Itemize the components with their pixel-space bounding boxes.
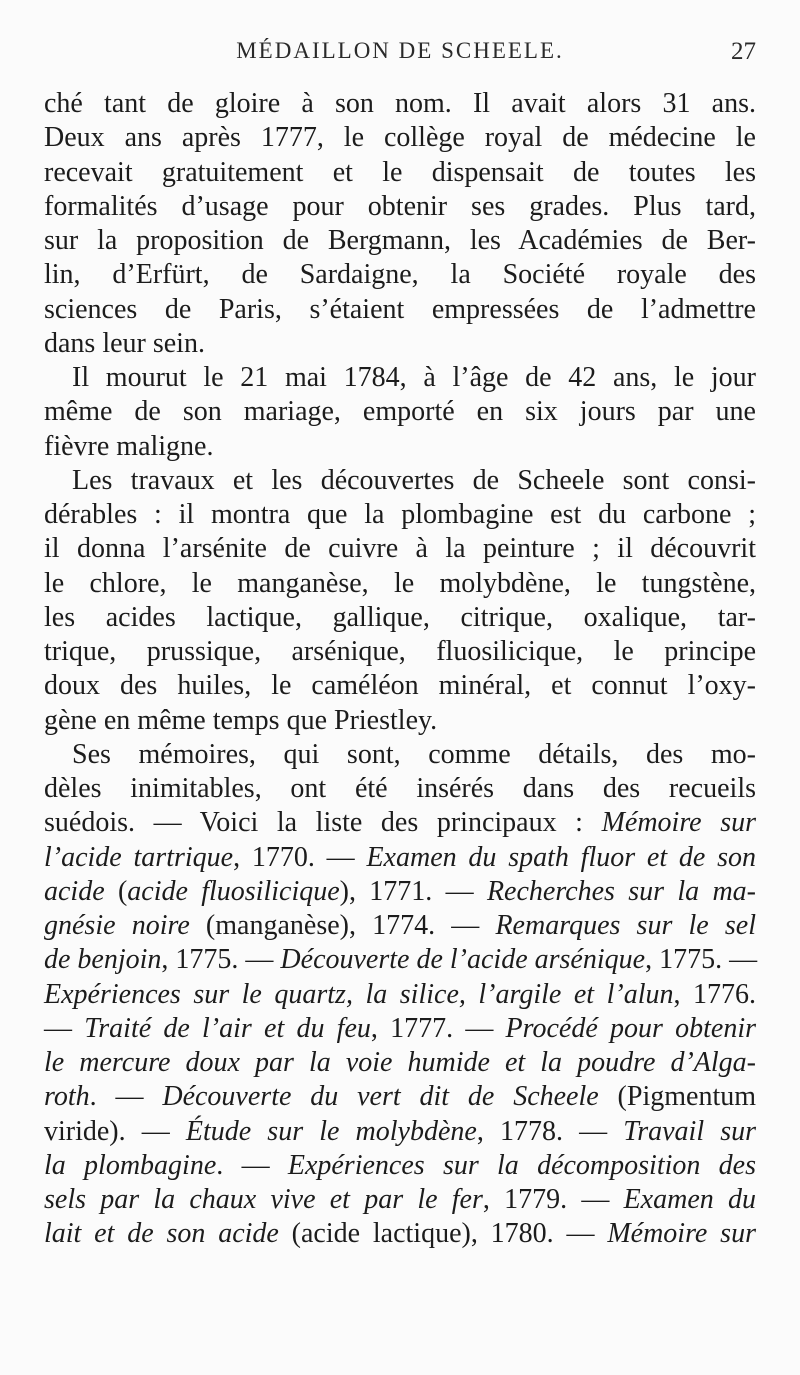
italic-text-segment: Mémoire sur (601, 807, 756, 839)
text-line (44, 704, 756, 738)
text-segment: il donna l’arsénite de cuivre à la peinture ; il découvrit (44, 533, 756, 565)
text-segment: — (44, 1012, 85, 1044)
text-segment: même de son mariage, emporté en six jours par une (44, 396, 756, 428)
text-segment: suédois. — Voici la liste des principaux : (44, 807, 602, 839)
text-segment: dèles inimitables, ont été insérés dans des recueils (44, 773, 756, 804)
italic-text-segment: Traité de l’air et du feu (84, 1012, 371, 1044)
text-segment: ché tant de gloire à son nom. Il avait alors 31 ans. (44, 88, 756, 119)
text-segment: recevait gratuitement et le dispensait de toutes les (44, 156, 756, 188)
italic-text-segment: roth (44, 1081, 90, 1113)
page-number: 27 (731, 38, 756, 65)
italic-text-segment: de benjoin (44, 944, 162, 976)
running-head: MÉDAILLON DE SCHEELE. (236, 38, 564, 63)
page-header (44, 38, 756, 74)
italic-text-segment: acide (44, 875, 105, 907)
text-segment: doux des huiles, le caméléon minéral, et connut l’oxy- (44, 670, 756, 702)
text-line (44, 978, 756, 1012)
italic-text-segment: Mémoire sur (607, 1218, 756, 1250)
text-line (44, 156, 756, 190)
text-line (44, 293, 756, 327)
text-line (44, 532, 756, 566)
italic-text-segment: Étude sur le molybdène (185, 1115, 477, 1147)
text-segment: dérables : il montra que la plombagine est du carbone ; (44, 499, 756, 530)
text-segment: sur la proposition de Bergmann, les Académies de Ber- (44, 225, 756, 256)
text-line (44, 1217, 756, 1251)
italic-text-segment: Expériences sur la décomposition des (287, 1149, 756, 1181)
text-segment: Deux ans après 1777, le collège royal de médecine le (44, 122, 756, 154)
text-segment: lin, d’Erfürt, de Sardaigne, la Société royale des (44, 259, 756, 291)
text-segment: , 1779. — (482, 1184, 624, 1215)
text-line (44, 498, 756, 532)
italic-text-segment: lait et de son acide (44, 1218, 279, 1250)
text-line (44, 841, 756, 875)
text-segment: ( (104, 875, 128, 907)
text-line (44, 121, 756, 155)
text-line (44, 1149, 756, 1183)
italic-text-segment: sels par la chaux vive et par le fer (44, 1184, 483, 1215)
italic-text-segment: Expériences sur le quartz, la silice, l’argile et l’alun (44, 978, 674, 1010)
text-line (44, 806, 756, 840)
italic-text-segment: Remarques sur le sel (495, 910, 756, 941)
text-line (44, 669, 756, 703)
text-line (44, 1183, 756, 1217)
text-line (44, 1012, 756, 1046)
text-segment: dans leur sein. (44, 327, 205, 359)
italic-text-segment: Travail sur (623, 1115, 757, 1147)
body-text (44, 87, 756, 1252)
text-segment: , 1775. — (645, 944, 758, 976)
text-segment: , 1777. — (370, 1012, 506, 1044)
italic-text-segment: Recherches sur la ma- (486, 875, 757, 907)
text-segment: fièvre maligne. (44, 430, 214, 462)
text-segment: (manganèse), 1774. — (189, 910, 496, 941)
italic-text-segment: la plombagine (44, 1149, 217, 1181)
text-segment: Les travaux et les découvertes de Scheele sont consi- (72, 464, 756, 496)
text-line (44, 464, 756, 498)
italic-text-segment: Découverte du vert dit de Scheele (162, 1081, 599, 1113)
text-segment: Il mourut le 21 mai 1784, à l’âge de 42 ans, le jour (72, 362, 756, 393)
text-segment: (Pigmentum (598, 1081, 757, 1113)
text-line (44, 738, 756, 772)
text-segment: , 1770. — (233, 841, 367, 873)
italic-text-segment: le mercure doux par la voie humide et la poudre d’Alga- (44, 1047, 756, 1078)
italic-text-segment: gnésie noire (44, 910, 190, 941)
text-line (44, 1115, 756, 1149)
text-segment: , 1776. (673, 978, 757, 1010)
text-line (44, 1046, 756, 1080)
text-line (44, 635, 756, 669)
text-line (44, 190, 756, 224)
text-segment: . — (89, 1081, 163, 1113)
text-line (44, 909, 756, 943)
text-segment: sciences de Paris, s’étaient empressées de l’admettre (44, 293, 756, 325)
text-segment: . — (216, 1149, 288, 1181)
text-segment: formalités d’usage pour obtenir ses grades. Plus tard, (44, 190, 756, 222)
text-line (44, 567, 756, 601)
text-line (44, 943, 756, 977)
text-segment: trique, prussique, arsénique, fluosilicique, le principe (44, 636, 756, 667)
text-line (44, 258, 756, 292)
italic-text-segment: Examen du (623, 1184, 756, 1215)
text-line (44, 772, 756, 806)
italic-text-segment: l’acide tartrique (44, 841, 234, 873)
text-line (44, 1080, 756, 1114)
italic-text-segment: Procédé pour obtenir (505, 1012, 757, 1044)
text-line (44, 395, 756, 429)
text-line (44, 224, 756, 258)
text-segment: gène en même temps que Priestley. (44, 704, 438, 736)
text-line (44, 875, 756, 909)
text-line (44, 361, 756, 395)
text-segment: viride). — (44, 1115, 186, 1147)
text-segment: , 1775. — (161, 944, 281, 976)
italic-text-segment: Découverte de l’acide arsénique (280, 944, 646, 976)
text-segment: le chlore, le manganèse, le molybdène, le tungstène, (44, 567, 756, 599)
text-segment: Ses mémoires, qui sont, comme détails, des mo- (72, 738, 756, 770)
text-line (44, 601, 756, 635)
text-line (44, 87, 756, 121)
italic-text-segment: acide fluosilicique (127, 875, 340, 907)
text-segment: , 1778. — (476, 1115, 624, 1147)
text-segment: les acides lactique, gallique, citrique, oxalique, tar- (44, 601, 756, 633)
text-line (44, 327, 756, 361)
italic-text-segment: Examen du spath fluor et de son (366, 841, 757, 873)
text-segment: ), 1771. — (339, 875, 487, 907)
text-segment: (acide lactique), 1780. — (278, 1218, 608, 1250)
text-line (44, 430, 756, 464)
